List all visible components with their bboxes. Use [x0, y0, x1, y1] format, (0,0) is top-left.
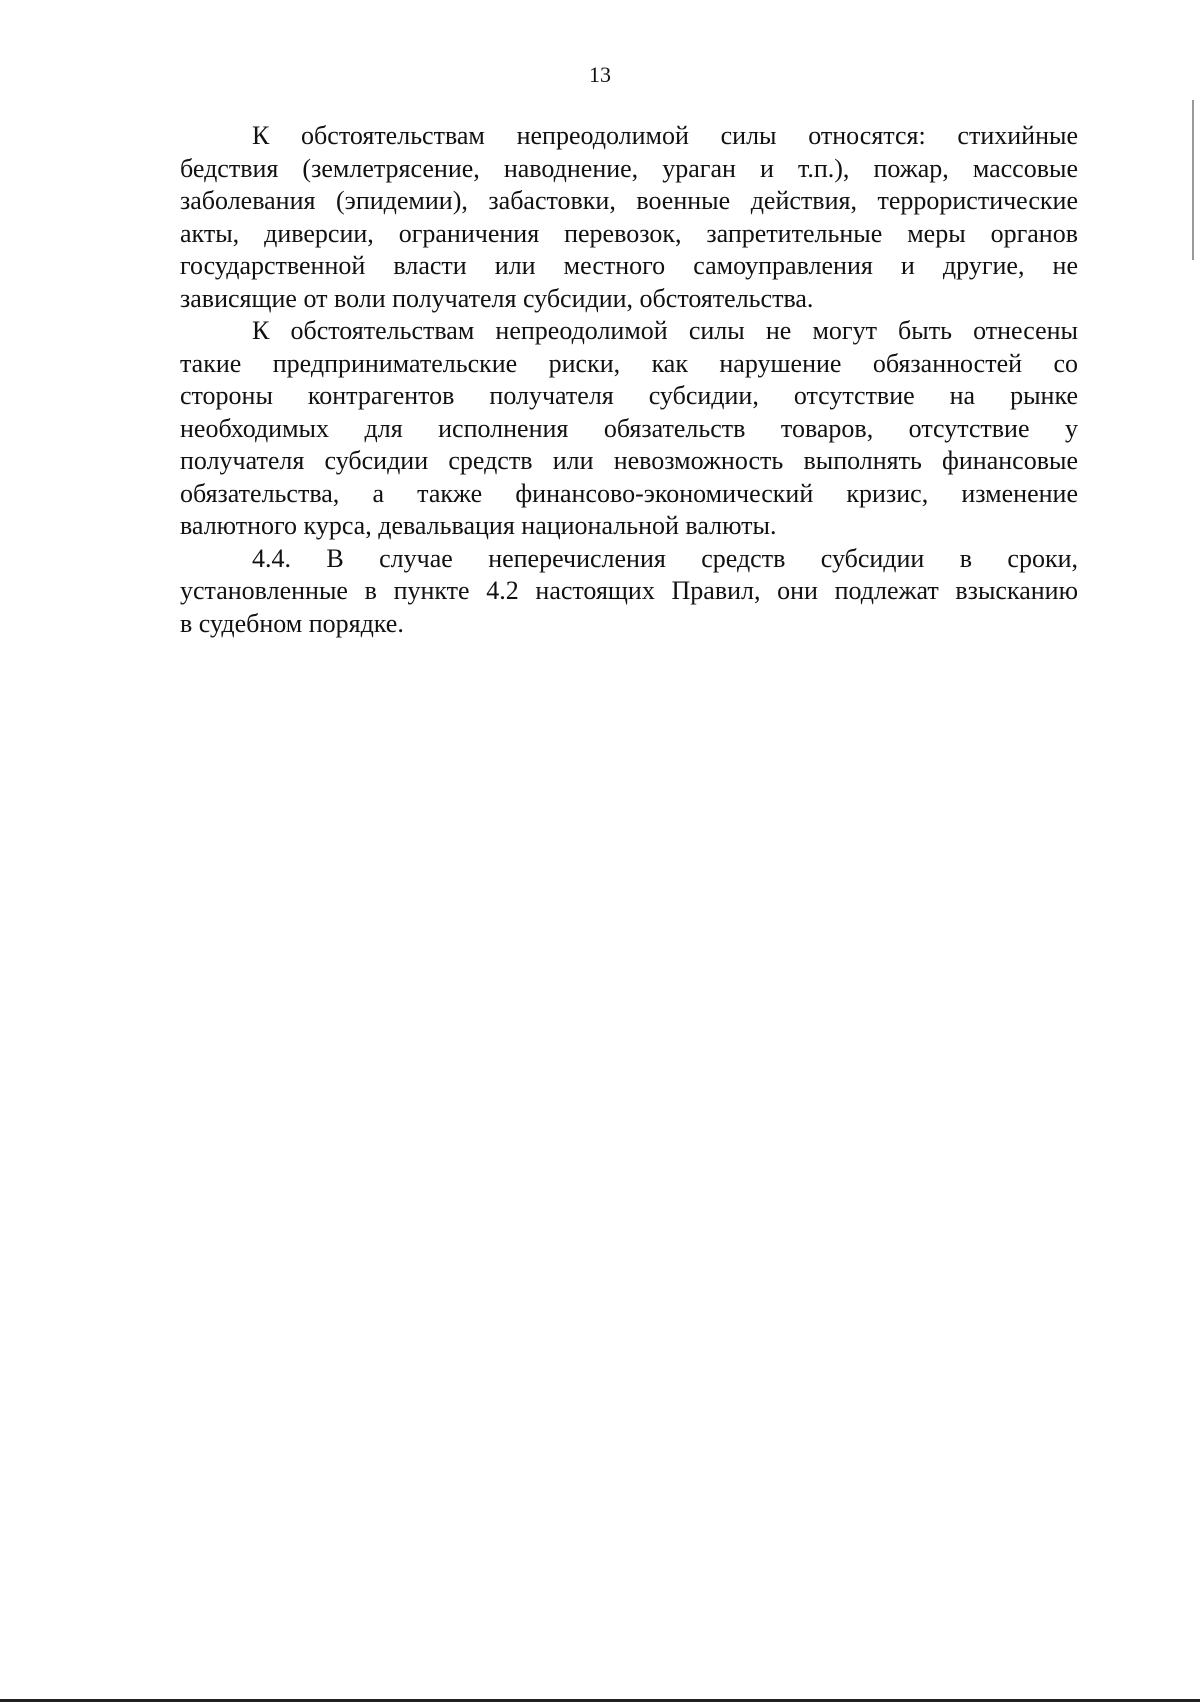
text-line: бедствия (землетрясение, наводнение, ураган и т.п.), пожар, массовые [180, 153, 1078, 183]
text-line: К обстоятельствам непреодолимой силы не могут быть отнесены [252, 316, 1078, 345]
paragraph-force-majeure-exclusions [180, 315, 1078, 543]
scan-bottom-edge [0, 1699, 1200, 1702]
text-line: валютного курса, девальвация национальной валюты. [180, 511, 777, 540]
paragraph-force-majeure-definition [180, 120, 1078, 315]
text-line: установленные в пункте 4.2 настоящих Правил, они подлежат взысканию [180, 576, 1078, 605]
paragraph-clause-4-4 [180, 543, 1078, 641]
text-line: заболевания (эпидемии), забастовки, военные действия, террористические [180, 186, 1078, 215]
text-line: получателя субсидии средств или невозможность выполнять финансовые [180, 446, 1078, 475]
text-line: К обстоятельствам непреодолимой силы относятся: стихийные [252, 121, 1078, 150]
text-line: государственной власти или местного самоуправления и другие, не [180, 251, 1078, 280]
scan-edge-mark [1192, 100, 1194, 260]
text-line: такие предпринимательские риски, как нарушение обязанностей со [180, 348, 1078, 378]
text-line: зависящие от воли получателя субсидии, обстоятельства. [180, 283, 814, 313]
text-line: необходимых для исполнения обязательств товаров, отсутствие у [180, 413, 1078, 443]
text-line: стороны контрагентов получателя субсидии, отсутствие на рынке [180, 381, 1078, 410]
text-line: в судебном порядке. [180, 608, 404, 638]
page-number: 13 [589, 62, 611, 87]
text-line: обязательства, а также финансово-экономический кризис, изменение [180, 478, 1078, 508]
document-body [180, 120, 1078, 640]
text-line: акты, диверсии, ограничения перевозок, запретительные меры органов [180, 218, 1078, 248]
text-line: 4.4. В случае неперечисления средств субсидии в сроки, [252, 543, 1078, 573]
